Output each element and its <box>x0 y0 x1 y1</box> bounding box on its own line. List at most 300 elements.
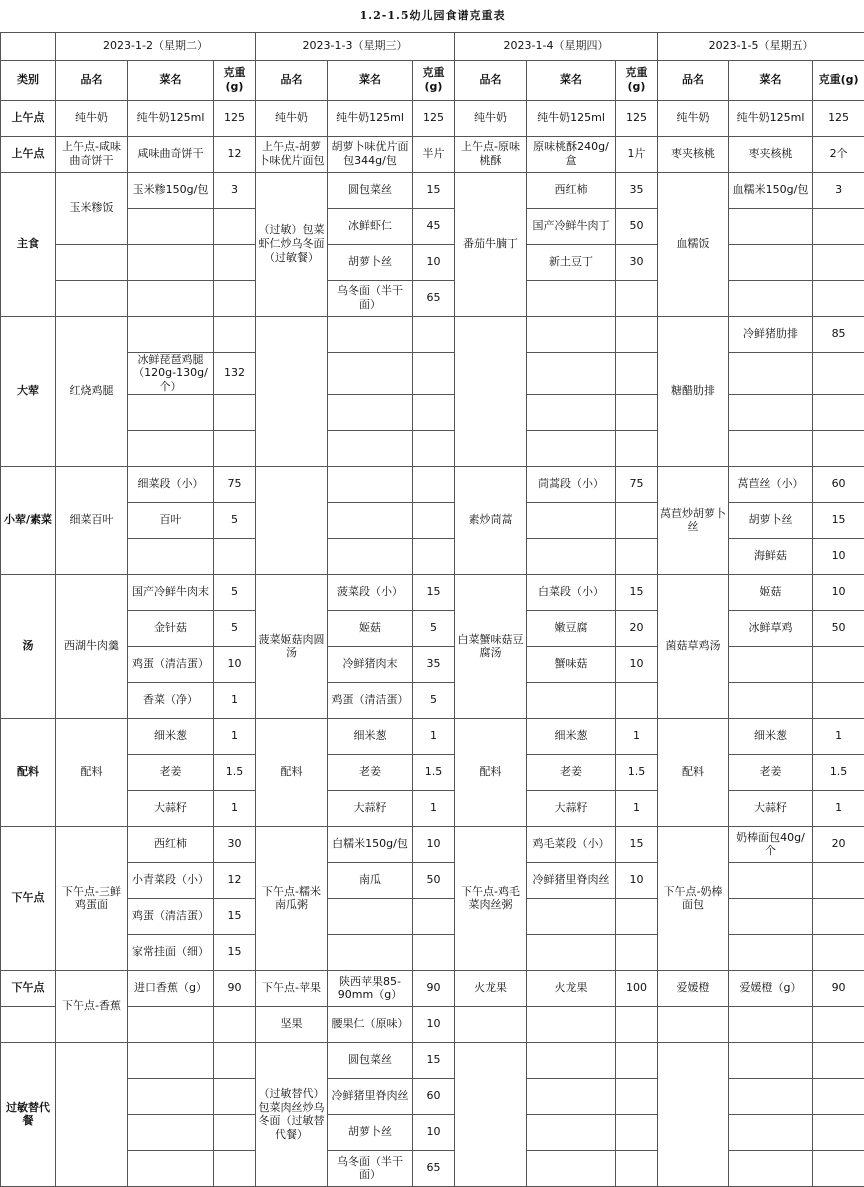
morning2-weight-day3: 1片 <box>616 136 658 172</box>
afternoon-weight-day2: 50 <box>413 862 455 898</box>
empty-cell <box>729 898 813 934</box>
staple-weight-day2: 65 <box>413 280 455 316</box>
morning2-item-day4: 枣夹核桃 <box>658 136 729 172</box>
staple-dish-day2: 冰鲜虾仁 <box>328 208 413 244</box>
morning2-weight-day4: 2个 <box>813 136 864 172</box>
allergy-weight-day2: 65 <box>413 1150 455 1186</box>
afternoon-dish-day3: 鸡毛菜段（小） <box>527 826 616 862</box>
empty-cell <box>455 1042 527 1186</box>
veg-dish-day4: 莴苣丝（小） <box>729 466 813 502</box>
soup-item-day1: 西湖牛肉羹 <box>56 574 128 718</box>
empty-cell <box>813 934 864 970</box>
seasoning-dish-day1: 细米葱 <box>128 718 214 754</box>
empty-cell <box>813 430 864 466</box>
soup-weight-day2: 15 <box>413 574 455 610</box>
empty-cell <box>616 538 658 574</box>
empty-cell <box>616 898 658 934</box>
afternoon-item-day3: 下午点-鸡毛菜肉丝粥 <box>455 826 527 970</box>
empty-cell <box>729 394 813 430</box>
afternoon-dish-day3: 冷鲜猪里脊肉丝 <box>527 862 616 898</box>
seasoning-dish-day2: 老姜 <box>328 754 413 790</box>
empty-cell <box>616 430 658 466</box>
header-dish: 菜名 <box>729 60 813 100</box>
meat-item-day4: 糖醋肋排 <box>658 316 729 466</box>
seasoning-weight-day4: 1.5 <box>813 754 864 790</box>
afternoon-item-day2: 下午点-糯米南瓜粥 <box>256 826 328 970</box>
empty-cell <box>813 1114 864 1150</box>
meat-item-day1: 红烧鸡腿 <box>56 316 128 466</box>
seasoning-dish-day1: 老姜 <box>128 754 214 790</box>
seasoning-item-day4: 配料 <box>658 718 729 826</box>
morning2-item-day2: 上午点-胡萝卜味优片面包 <box>256 136 328 172</box>
soup-dish-day2: 冷鲜猪肉末 <box>328 646 413 682</box>
seasoning-item-day1: 配料 <box>56 718 128 826</box>
empty-cell <box>616 1114 658 1150</box>
category-allergy: 过敏替代餐 <box>1 1042 56 1186</box>
empty-cell <box>729 682 813 718</box>
empty-cell <box>813 646 864 682</box>
seasoning-dish-day4: 大蒜籽 <box>729 790 813 826</box>
empty-cell <box>527 352 616 394</box>
header-dish: 菜名 <box>328 60 413 100</box>
header-item: 品名 <box>56 60 128 100</box>
empty-cell <box>413 466 455 502</box>
soup-weight-day3: 20 <box>616 610 658 646</box>
empty-cell <box>413 316 455 352</box>
date-day3: 2023-1-4（星期四） <box>455 32 658 60</box>
empty-cell <box>413 394 455 430</box>
empty-cell <box>527 502 616 538</box>
afternoon-dish-day1: 西红柿 <box>128 826 214 862</box>
empty-cell <box>128 1114 214 1150</box>
empty-cell <box>128 430 214 466</box>
empty-cell <box>729 280 813 316</box>
empty-cell <box>616 316 658 352</box>
empty-cell <box>813 244 864 280</box>
meat-dish-day1: 冰鲜琵琶鸡腿（120g-130g/个） <box>128 352 214 394</box>
header-item: 品名 <box>256 60 328 100</box>
seasoning-weight-day1: 1.5 <box>214 754 256 790</box>
allergy-dish-day2: 冷鲜猪里脊肉丝 <box>328 1078 413 1114</box>
empty-cell <box>328 316 413 352</box>
header-weight: 克重(g) <box>413 60 455 100</box>
soup-weight-day2: 35 <box>413 646 455 682</box>
afternoon-weight-day3: 15 <box>616 826 658 862</box>
soup-weight-day3: 10 <box>616 646 658 682</box>
afternoon2-dish-day4: 爱媛橙（g） <box>729 970 813 1006</box>
soup-dish-day3: 白菜段（小） <box>527 574 616 610</box>
empty-cell <box>616 1006 658 1042</box>
seasoning-weight-day4: 1 <box>813 790 864 826</box>
soup-weight-day2: 5 <box>413 610 455 646</box>
header-item: 品名 <box>658 60 729 100</box>
staple-dish-day3: 国产冷鲜牛肉丁 <box>527 208 616 244</box>
empty-cell <box>527 898 616 934</box>
soup-dish-day1: 金针菇 <box>128 610 214 646</box>
header-weight: 克重(g) <box>813 60 864 100</box>
meat-weight-day1: 132 <box>214 352 256 394</box>
empty-cell <box>413 352 455 394</box>
empty-cell <box>658 1042 729 1186</box>
seasoning-weight-day2: 1 <box>413 790 455 826</box>
empty-cell <box>527 1150 616 1186</box>
empty-cell <box>813 1006 864 1042</box>
afternoon-weight-day3: 10 <box>616 862 658 898</box>
soup-dish-day2: 姬菇 <box>328 610 413 646</box>
morning-dish-day1: 纯牛奶125ml <box>128 100 214 136</box>
empty-cell <box>527 394 616 430</box>
staple-dish-day3: 西红柿 <box>527 172 616 208</box>
date-corner <box>1 32 56 60</box>
afternoon2-item-day4: 爱媛橙 <box>658 970 729 1006</box>
empty-cell <box>813 208 864 244</box>
afternoon2-nuts-item-day2: 坚果 <box>256 1006 328 1042</box>
afternoon2-dish-day3: 火龙果 <box>527 970 616 1006</box>
empty-cell <box>214 1114 256 1150</box>
date-day1: 2023-1-2（星期二） <box>56 32 256 60</box>
veg-weight-day1: 5 <box>214 502 256 538</box>
morning2-dish-day3: 原味桃酥240g/盒 <box>527 136 616 172</box>
staple-weight-day2: 10 <box>413 244 455 280</box>
seasoning-weight-day4: 1 <box>813 718 864 754</box>
afternoon2-weight-day3: 100 <box>616 970 658 1006</box>
empty-cell <box>729 208 813 244</box>
seasoning-dish-day1: 大蒜籽 <box>128 790 214 826</box>
soup-dish-day4: 冰鲜草鸡 <box>729 610 813 646</box>
empty-cell <box>128 394 214 430</box>
soup-weight-day3: 15 <box>616 574 658 610</box>
staple-item-day1: 玉米糁饭 <box>56 172 128 244</box>
afternoon-dish-day1: 鸡蛋（清洁蛋） <box>128 898 214 934</box>
empty-cell <box>527 538 616 574</box>
morning-dish-day4: 纯牛奶125ml <box>729 100 813 136</box>
seasoning-weight-day1: 1 <box>214 718 256 754</box>
allergy-dish-day2: 胡萝卜丝 <box>328 1114 413 1150</box>
empty-cell <box>1 1006 56 1042</box>
soup-weight-day1: 5 <box>214 574 256 610</box>
empty-cell <box>729 1114 813 1150</box>
empty-cell <box>616 394 658 430</box>
morning-item-day4: 纯牛奶 <box>658 100 729 136</box>
seasoning-dish-day4: 细米葱 <box>729 718 813 754</box>
afternoon2-nuts-dish-day2: 腰果仁（原味） <box>328 1006 413 1042</box>
header-dish: 菜名 <box>128 60 214 100</box>
empty-cell <box>128 208 214 244</box>
veg-weight-day1: 75 <box>214 466 256 502</box>
empty-cell <box>128 244 214 280</box>
seasoning-weight-day2: 1 <box>413 718 455 754</box>
empty-cell <box>413 538 455 574</box>
staple-weight-day2: 15 <box>413 172 455 208</box>
category-meat: 大荤 <box>1 316 56 466</box>
page-title: 1.2-1.5幼儿园食谱克重表 <box>1 0 864 32</box>
veg-dish-day4: 胡萝卜丝 <box>729 502 813 538</box>
empty-cell <box>616 280 658 316</box>
empty-cell <box>214 1150 256 1186</box>
veg-weight-day4: 15 <box>813 502 864 538</box>
empty-cell <box>455 1006 527 1042</box>
morning2-weight-day1: 12 <box>214 136 256 172</box>
empty-cell <box>527 280 616 316</box>
category-staple: 主食 <box>1 172 56 316</box>
soup-dish-day1: 香菜（净） <box>128 682 214 718</box>
morning-weight-day2: 125 <box>413 100 455 136</box>
empty-cell <box>413 502 455 538</box>
empty-cell <box>128 1078 214 1114</box>
empty-cell <box>527 682 616 718</box>
empty-cell <box>56 280 128 316</box>
empty-cell <box>813 1150 864 1186</box>
empty-cell <box>527 1114 616 1150</box>
empty-cell <box>813 1042 864 1078</box>
category-afternoon-fruit: 下午点 <box>1 970 56 1006</box>
afternoon-weight-day4: 20 <box>813 826 864 862</box>
seasoning-weight-day3: 1 <box>616 790 658 826</box>
veg-dish-day1: 细菜段（小） <box>128 466 214 502</box>
staple-dish-day3: 新土豆丁 <box>527 244 616 280</box>
soup-dish-day2: 菠菜段（小） <box>328 574 413 610</box>
empty-cell <box>729 1042 813 1078</box>
afternoon-weight-day1: 15 <box>214 898 256 934</box>
allergy-weight-day2: 15 <box>413 1042 455 1078</box>
empty-cell <box>616 682 658 718</box>
empty-cell <box>527 1042 616 1078</box>
veg-dish-day4: 海鲜菇 <box>729 538 813 574</box>
category-morning-snack-2: 上午点 <box>1 136 56 172</box>
empty-cell <box>413 898 455 934</box>
soup-weight-day1: 10 <box>214 646 256 682</box>
seasoning-dish-day2: 细米葱 <box>328 718 413 754</box>
staple-dish-day2: 胡萝卜丝 <box>328 244 413 280</box>
empty-cell <box>813 1078 864 1114</box>
empty-cell <box>729 244 813 280</box>
staple-item-day2: （过敏）包菜虾仁炒乌冬面（过敏餐） <box>256 172 328 316</box>
afternoon2-dish-day1: 进口香蕉（g） <box>128 970 214 1006</box>
veg-dish-day1: 百叶 <box>128 502 214 538</box>
empty-cell <box>256 316 328 466</box>
soup-weight-day4: 10 <box>813 574 864 610</box>
veg-item-day3: 素炒茼蒿 <box>455 466 527 574</box>
seasoning-dish-day2: 大蒜籽 <box>328 790 413 826</box>
staple-dish-day1: 玉米糁150g/包 <box>128 172 214 208</box>
empty-cell <box>616 502 658 538</box>
empty-cell <box>128 1006 214 1042</box>
staple-dish-day2: 乌冬面（半干面） <box>328 280 413 316</box>
header-weight: 克重(g) <box>616 60 658 100</box>
empty-cell <box>729 862 813 898</box>
veg-item-day1: 细菜百叶 <box>56 466 128 574</box>
seasoning-item-day3: 配料 <box>455 718 527 826</box>
soup-weight-day1: 1 <box>214 682 256 718</box>
empty-cell <box>455 316 527 466</box>
seasoning-item-day2: 配料 <box>256 718 328 826</box>
empty-cell <box>56 1042 128 1186</box>
veg-weight-day4: 60 <box>813 466 864 502</box>
morning-dish-day3: 纯牛奶125ml <box>527 100 616 136</box>
afternoon-dish-day1: 家常挂面（细） <box>128 934 214 970</box>
afternoon-weight-day2: 10 <box>413 826 455 862</box>
empty-cell <box>527 934 616 970</box>
morning-item-day1: 纯牛奶 <box>56 100 128 136</box>
staple-weight-day3: 30 <box>616 244 658 280</box>
category-morning-snack: 上午点 <box>1 100 56 136</box>
soup-weight-day1: 5 <box>214 610 256 646</box>
staple-weight-day4: 3 <box>813 172 864 208</box>
empty-cell <box>128 280 214 316</box>
empty-cell <box>214 1042 256 1078</box>
meat-weight-day4: 85 <box>813 316 864 352</box>
empty-cell <box>616 1150 658 1186</box>
veg-item-day4: 莴苣炒胡萝卜丝 <box>658 466 729 574</box>
empty-cell <box>128 1150 214 1186</box>
staple-dish-day2: 圆包菜丝 <box>328 172 413 208</box>
soup-dish-day3: 蟹味菇 <box>527 646 616 682</box>
staple-item-day4: 血糯饭 <box>658 172 729 316</box>
seasoning-weight-day1: 1 <box>214 790 256 826</box>
category-afternoon-snack: 下午点 <box>1 826 56 970</box>
afternoon2-dish-day2: 陕西苹果85-90mm（g） <box>328 970 413 1006</box>
empty-cell <box>214 208 256 244</box>
empty-cell <box>616 352 658 394</box>
empty-cell <box>527 1006 616 1042</box>
empty-cell <box>328 430 413 466</box>
empty-cell <box>328 502 413 538</box>
afternoon-dish-day2: 南瓜 <box>328 862 413 898</box>
soup-dish-day2: 鸡蛋（清洁蛋） <box>328 682 413 718</box>
staple-weight-day2: 45 <box>413 208 455 244</box>
staple-dish-day4: 血糯米150g/包 <box>729 172 813 208</box>
header-dish: 菜名 <box>527 60 616 100</box>
morning-weight-day3: 125 <box>616 100 658 136</box>
afternoon-item-day1: 下午点-三鲜鸡蛋面 <box>56 826 128 970</box>
empty-cell <box>128 538 214 574</box>
seasoning-weight-day2: 1.5 <box>413 754 455 790</box>
empty-cell <box>413 430 455 466</box>
afternoon2-weight-day4: 90 <box>813 970 864 1006</box>
afternoon2-weight-day1: 90 <box>214 970 256 1006</box>
empty-cell <box>56 244 128 280</box>
empty-cell <box>729 1006 813 1042</box>
allergy-weight-day2: 10 <box>413 1114 455 1150</box>
empty-cell <box>658 1006 729 1042</box>
empty-cell <box>214 1078 256 1114</box>
morning2-dish-day4: 枣夹核桃 <box>729 136 813 172</box>
empty-cell <box>616 1078 658 1114</box>
morning2-dish-day1: 咸味曲奇饼干 <box>128 136 214 172</box>
category-soup: 汤 <box>1 574 56 718</box>
morning-item-day2: 纯牛奶 <box>256 100 328 136</box>
afternoon-item-day4: 下午点-奶棒面包 <box>658 826 729 970</box>
empty-cell <box>214 316 256 352</box>
allergy-item-day2: （过敏替代）包菜肉丝炒乌冬面（过敏替代餐） <box>256 1042 328 1186</box>
soup-item-day3: 白菜蟹味菇豆腐汤 <box>455 574 527 718</box>
veg-dish-day3: 茼蒿段（小） <box>527 466 616 502</box>
empty-cell <box>214 430 256 466</box>
afternoon2-weight-day2: 90 <box>413 970 455 1006</box>
empty-cell <box>813 280 864 316</box>
empty-cell <box>616 1042 658 1078</box>
staple-weight-day1: 3 <box>214 172 256 208</box>
morning-weight-day4: 125 <box>813 100 864 136</box>
empty-cell <box>527 430 616 466</box>
allergy-dish-day2: 圆包菜丝 <box>328 1042 413 1078</box>
empty-cell <box>128 316 214 352</box>
staple-weight-day3: 50 <box>616 208 658 244</box>
soup-item-day4: 菌菇草鸡汤 <box>658 574 729 718</box>
category-seasoning: 配料 <box>1 718 56 826</box>
empty-cell <box>729 1150 813 1186</box>
seasoning-dish-day3: 细米葱 <box>527 718 616 754</box>
empty-cell <box>328 466 413 502</box>
afternoon2-item-day1: 下午点-香蕉 <box>56 970 128 1042</box>
empty-cell <box>256 466 328 574</box>
allergy-dish-day2: 乌冬面（半干面） <box>328 1150 413 1186</box>
morning2-item-day1: 上午点-咸味曲奇饼干 <box>56 136 128 172</box>
seasoning-dish-day3: 大蒜籽 <box>527 790 616 826</box>
empty-cell <box>729 1078 813 1114</box>
empty-cell <box>214 538 256 574</box>
category-veg: 小荤/素菜 <box>1 466 56 574</box>
veg-weight-day3: 75 <box>616 466 658 502</box>
morning2-dish-day2: 胡萝卜味优片面包344g/包 <box>328 136 413 172</box>
empty-cell <box>813 862 864 898</box>
empty-cell <box>729 430 813 466</box>
header-category: 类别 <box>1 60 56 100</box>
empty-cell <box>813 394 864 430</box>
empty-cell <box>813 898 864 934</box>
morning2-weight-day2: 半片 <box>413 136 455 172</box>
morning2-item-day3: 上午点-原味桃酥 <box>455 136 527 172</box>
afternoon-weight-day1: 15 <box>214 934 256 970</box>
empty-cell <box>813 682 864 718</box>
morning-dish-day2: 纯牛奶125ml <box>328 100 413 136</box>
afternoon2-nuts-weight-day2: 10 <box>413 1006 455 1042</box>
empty-cell <box>413 934 455 970</box>
afternoon2-item-day2: 下午点-苹果 <box>256 970 328 1006</box>
empty-cell <box>616 934 658 970</box>
seasoning-dish-day4: 老姜 <box>729 754 813 790</box>
date-day4: 2023-1-5（星期五） <box>658 32 864 60</box>
afternoon-dish-day1: 小青菜段（小） <box>128 862 214 898</box>
empty-cell <box>729 934 813 970</box>
empty-cell <box>214 244 256 280</box>
afternoon2-item-day3: 火龙果 <box>455 970 527 1006</box>
empty-cell <box>328 394 413 430</box>
empty-cell <box>328 934 413 970</box>
morning-item-day3: 纯牛奶 <box>455 100 527 136</box>
empty-cell <box>328 898 413 934</box>
soup-dish-day4: 姬菇 <box>729 574 813 610</box>
staple-item-day3: 番茄牛腩丁 <box>455 172 527 316</box>
afternoon-dish-day4: 奶棒面包40g/个 <box>729 826 813 862</box>
afternoon-dish-day2: 白糯米150g/包 <box>328 826 413 862</box>
afternoon-weight-day1: 12 <box>214 862 256 898</box>
empty-cell <box>328 352 413 394</box>
empty-cell <box>813 352 864 394</box>
veg-weight-day4: 10 <box>813 538 864 574</box>
seasoning-weight-day3: 1.5 <box>616 754 658 790</box>
header-weight: 克重(g) <box>214 60 256 100</box>
header-item: 品名 <box>455 60 527 100</box>
seasoning-weight-day3: 1 <box>616 718 658 754</box>
empty-cell <box>128 1042 214 1078</box>
empty-cell <box>214 1006 256 1042</box>
empty-cell <box>527 1078 616 1114</box>
soup-dish-day1: 国产冷鲜牛肉末 <box>128 574 214 610</box>
soup-weight-day4: 50 <box>813 610 864 646</box>
empty-cell <box>527 316 616 352</box>
empty-cell <box>729 352 813 394</box>
